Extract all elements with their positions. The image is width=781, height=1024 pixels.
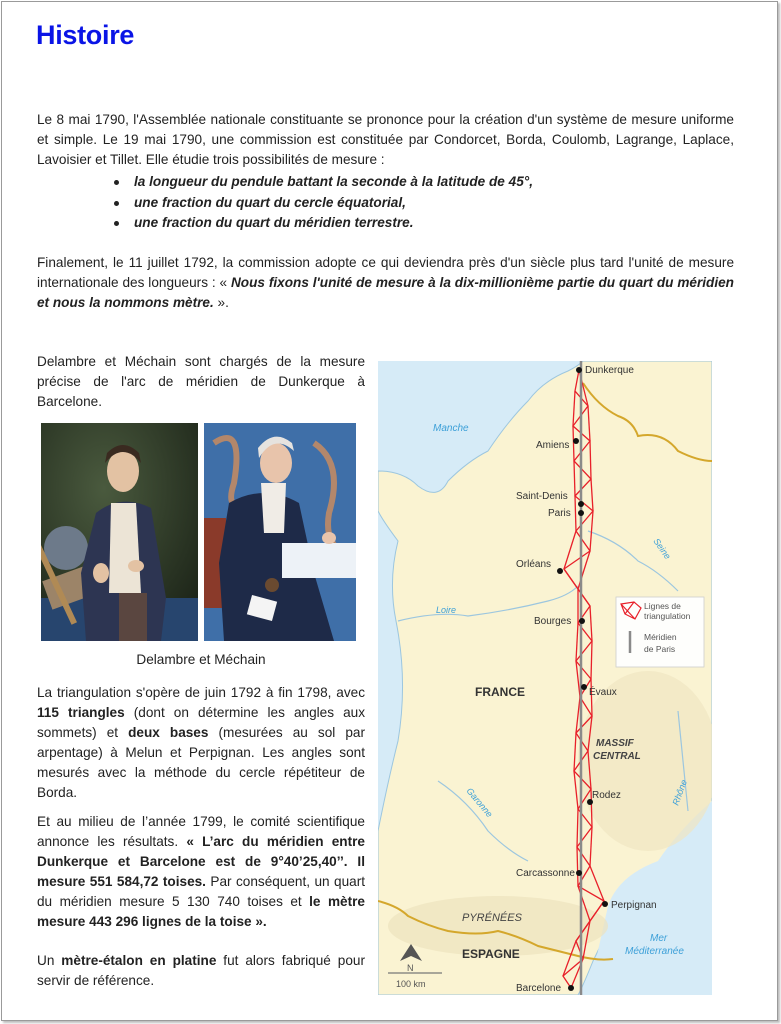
text-run: Par conséquent, un quart du méridien mesure 5 130 740 toises et (37, 874, 366, 909)
map-legend (616, 597, 704, 667)
option-text: une fraction du quart du méridien terrestre. (134, 215, 414, 230)
decision-quote: Nous fixons l'unité de mesure à la dix-millionième partie du quart du méridien et nous la nommons mètre. (37, 275, 734, 310)
region-label-massif: MASSIF (596, 738, 634, 749)
option-text: la longueur du pendule battant la seconde à la latitude de 45°, (134, 174, 533, 189)
etalon-name: mètre-étalon en platine (61, 953, 217, 968)
portrait-delambre-image (41, 423, 198, 641)
portrait-delambre (41, 423, 198, 641)
region-label-central: CENTRAL (593, 751, 641, 762)
text-run: La triangulation s'opère de juin 1792 à fin 1798, avec (37, 685, 365, 700)
list-item (112, 213, 533, 234)
city-label-perpignan: Perpignan (611, 900, 657, 911)
region-label-pyrenees: PYRÉNÉES (462, 912, 522, 924)
intro-paragraph: Le 8 mai 1790, l'Assemblée nationale constituante se prononce pour la création d'un système de mesure uniforme et simple. Le 19 mai 1790, une commission est constituée par Condorcet, Borda, Coulomb, Lagrange, Laplace, Lavoisier et Tillet. Elle étudie trois possibilités de mesure : (37, 112, 734, 167)
bullet-icon (114, 221, 119, 226)
city-dot (579, 618, 585, 624)
text-run: Un (37, 953, 62, 968)
list-item (112, 172, 533, 193)
list-item (112, 193, 533, 214)
city-label-amiens: Amiens (536, 440, 570, 451)
city-label-paris: Paris (548, 508, 571, 519)
bullet-icon (114, 180, 119, 185)
legend-meridian-label: Méridien (644, 632, 677, 642)
city-label-evaux: Évaux (589, 687, 617, 698)
river-label-rhone: Rhône (670, 778, 689, 807)
city-label-rodez: Rodez (592, 790, 621, 801)
option-text: une fraction du quart du cercle équatorial, (134, 194, 406, 210)
triangles-count: 115 triangles (37, 705, 125, 720)
portrait-mechain-image (204, 423, 356, 641)
river-label-loire: Loire (436, 605, 457, 615)
meridian-map (378, 361, 712, 995)
legend-triangulation-label: Lignes de (644, 601, 681, 611)
bases-count: deux bases (128, 725, 209, 740)
city-dot (578, 501, 584, 507)
bullet-icon (114, 201, 119, 206)
city-dot (568, 985, 574, 991)
city-dot (602, 901, 608, 907)
page-title: Histoire (36, 20, 135, 50)
city-label-dunkerque: Dunkerque (585, 365, 634, 376)
decision-lead: Finalement, le 11 juillet 1792, la commission adopte ce qui deviendra près d'un siècle plus tard l'unité de mesure internationale des longueurs : « (37, 255, 734, 290)
city-label-bourges: Bourges (534, 616, 572, 627)
text-run: (dont on détermine les angles aux sommets) et (37, 705, 365, 740)
river-label-seine: Seine (651, 536, 673, 562)
city-label-saint-denis: Saint-Denis (516, 491, 568, 502)
region-label-france: FRANCE (475, 685, 525, 699)
measure-options-list (112, 172, 533, 234)
portrait-mechain (204, 423, 356, 641)
mission-names: Delambre et Méchain (37, 354, 177, 369)
city-dot (578, 510, 584, 516)
text-run: (mesurées au sol par arpentage) à Melun et Perpignan. Les angles sont mesurés avec la méthode du cercle répétiteur de Borda. (37, 725, 365, 800)
mission-text: sont chargés de la mesure précise de l'arc de méridien de Dunkerque à Barcelone. (37, 354, 366, 409)
etalon-paragraph (37, 951, 365, 991)
text-run: fut alors fabriqué pour servir de référence. (37, 953, 365, 988)
results-paragraph (37, 812, 365, 932)
city-dot (576, 367, 582, 373)
city-label-barcelone: Barcelone (516, 983, 562, 994)
mission-paragraph (37, 352, 365, 412)
results-quote: « L’arc du méridien entre Dunkerque et Barcelone est de 9°40’25,40’’. Il mesure 551 584,72 toises. (37, 834, 365, 889)
city-dot (576, 870, 582, 876)
legend-meridian-label: de Paris (644, 644, 676, 654)
region-label-espagne: ESPAGNE (462, 947, 520, 961)
river-label-garonne: Garonne (464, 785, 495, 820)
sea-label-mer: Mer (650, 933, 668, 944)
portraits-caption: Delambre et Méchain (136, 652, 266, 667)
sea-label-mediterranee: Méditerranée (625, 946, 684, 957)
legend-triangulation-label: triangulation (644, 611, 691, 621)
city-dot (557, 568, 563, 574)
portraits (41, 423, 356, 641)
north-label: N (407, 963, 414, 973)
triangulation-paragraph (37, 683, 365, 803)
city-label-carcassonne: Carcassonne (516, 868, 575, 879)
decision-paragraph (37, 253, 734, 313)
city-dot (581, 684, 587, 690)
decision-tail: ». (213, 295, 229, 310)
sea-label-manche: Manche (433, 423, 469, 434)
text-run: Et au milieu de l’année 1799, le comité scientifique annonce les résultats. (37, 814, 365, 849)
city-dot (573, 438, 579, 444)
scale-label: 100 km (396, 979, 426, 989)
city-label-orleans: Orléans (516, 559, 552, 570)
metre-definition: le mètre mesure 443 296 lignes de la toise ». (37, 894, 365, 929)
